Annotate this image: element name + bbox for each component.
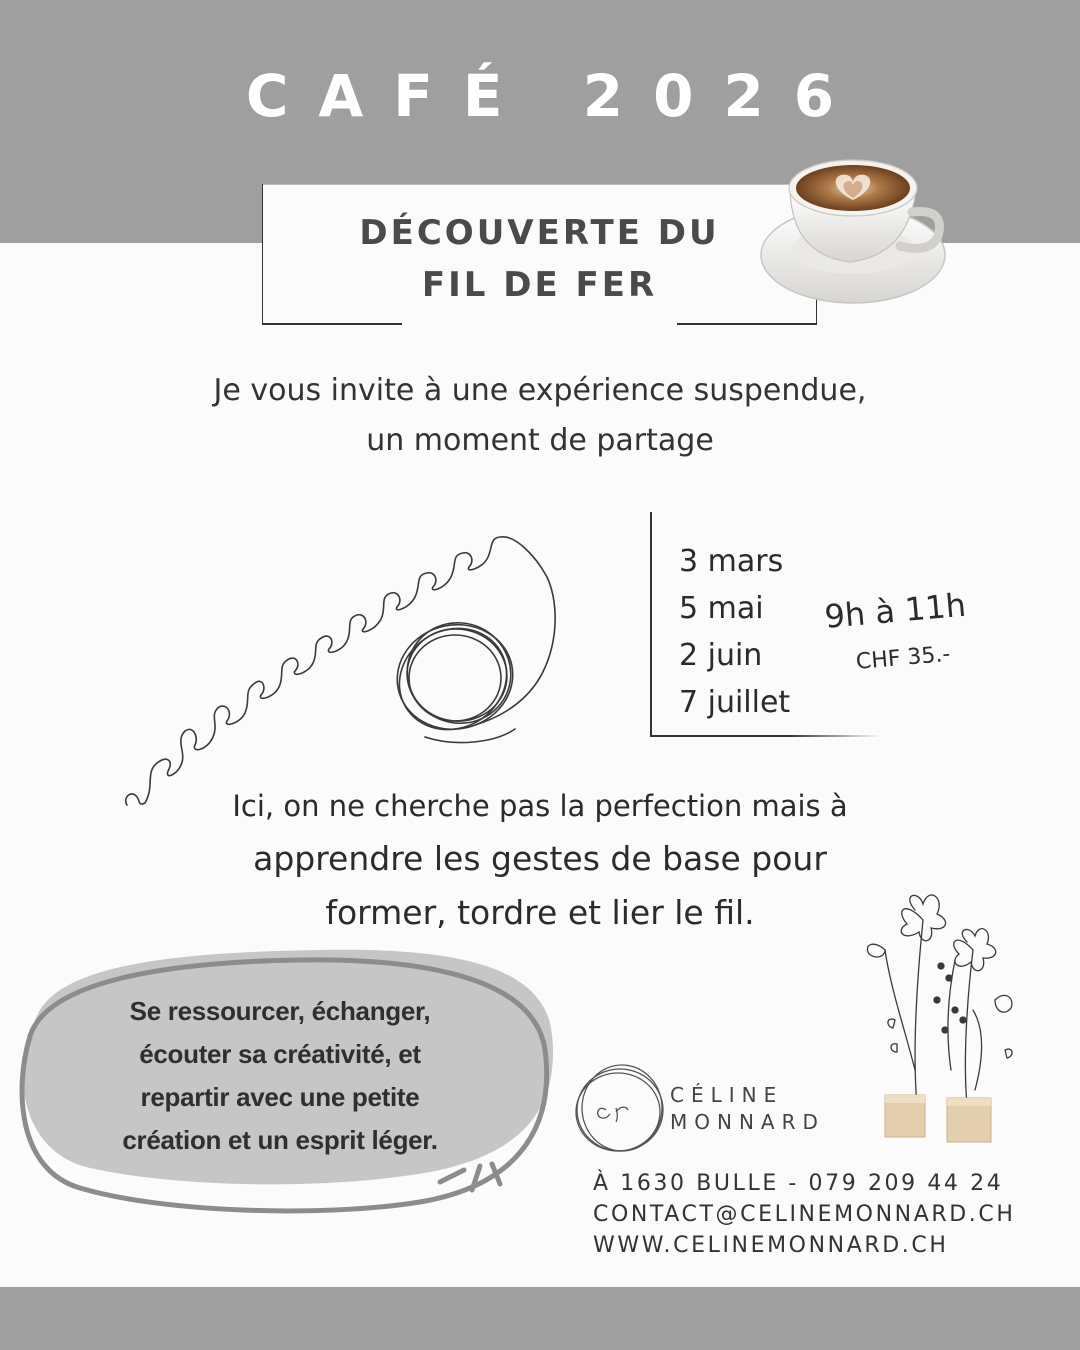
wire-art-illustration <box>115 515 575 815</box>
price-text: CHF 35.- <box>855 641 952 675</box>
subtitle-line-2: FIL DE FER <box>421 265 658 305</box>
intro-line-1: Je vous invite à une expérience suspendue, <box>213 373 867 408</box>
description-line-3: former, tordre et lier le fil. <box>325 893 755 932</box>
contact-info <box>593 1168 1015 1261</box>
contact-website[interactable]: WWW.CELINEMONNARD.CH <box>593 1233 949 1258</box>
intro-text <box>140 366 940 466</box>
date-item: 3 mars <box>679 544 784 579</box>
bubble-text <box>70 990 490 1162</box>
contact-address: À 1630 BULLE - 079 209 44 24 <box>593 1171 1004 1196</box>
dates-frame-line <box>650 512 652 737</box>
hours-text: 9h à 11h <box>823 585 968 636</box>
brand-name <box>670 1082 825 1136</box>
date-item: 7 juillet <box>679 685 791 720</box>
dates-base-line <box>650 735 880 737</box>
subtitle-box <box>262 184 817 325</box>
description-line-1: Ici, on ne cherche pas la perfection mais à <box>232 789 848 823</box>
date-item: 5 mai <box>679 591 764 626</box>
subtitle <box>262 207 817 311</box>
bubble-line-1: Se ressourcer, échanger, <box>129 996 431 1026</box>
subtitle-line-1: DÉCOUVERTE DU <box>359 213 720 253</box>
intro-line-2: un moment de partage <box>366 423 714 458</box>
description <box>160 780 920 940</box>
brand-last-name: MONNARD <box>670 1110 825 1134</box>
coffee-cup-icon <box>758 150 953 310</box>
dates-list <box>679 538 790 726</box>
wire-flowers-icon <box>855 880 1030 1150</box>
bubble-line-3: repartir avec une petite <box>140 1082 420 1112</box>
bubble-line-2: écouter sa créativité, et <box>139 1039 421 1069</box>
monogram-logo-icon <box>572 1062 668 1158</box>
brand-first-name: CÉLINE <box>670 1083 784 1107</box>
bottom-band <box>0 1287 1080 1350</box>
page-title: CAFÉ 2026 <box>245 62 865 130</box>
contact-email[interactable]: CONTACT@CELINEMONNARD.CH <box>593 1202 1016 1227</box>
description-line-2: apprendre les gestes de base pour <box>253 839 827 878</box>
date-item: 2 juin <box>679 638 763 673</box>
bubble-line-4: création et un esprit léger. <box>122 1125 438 1155</box>
